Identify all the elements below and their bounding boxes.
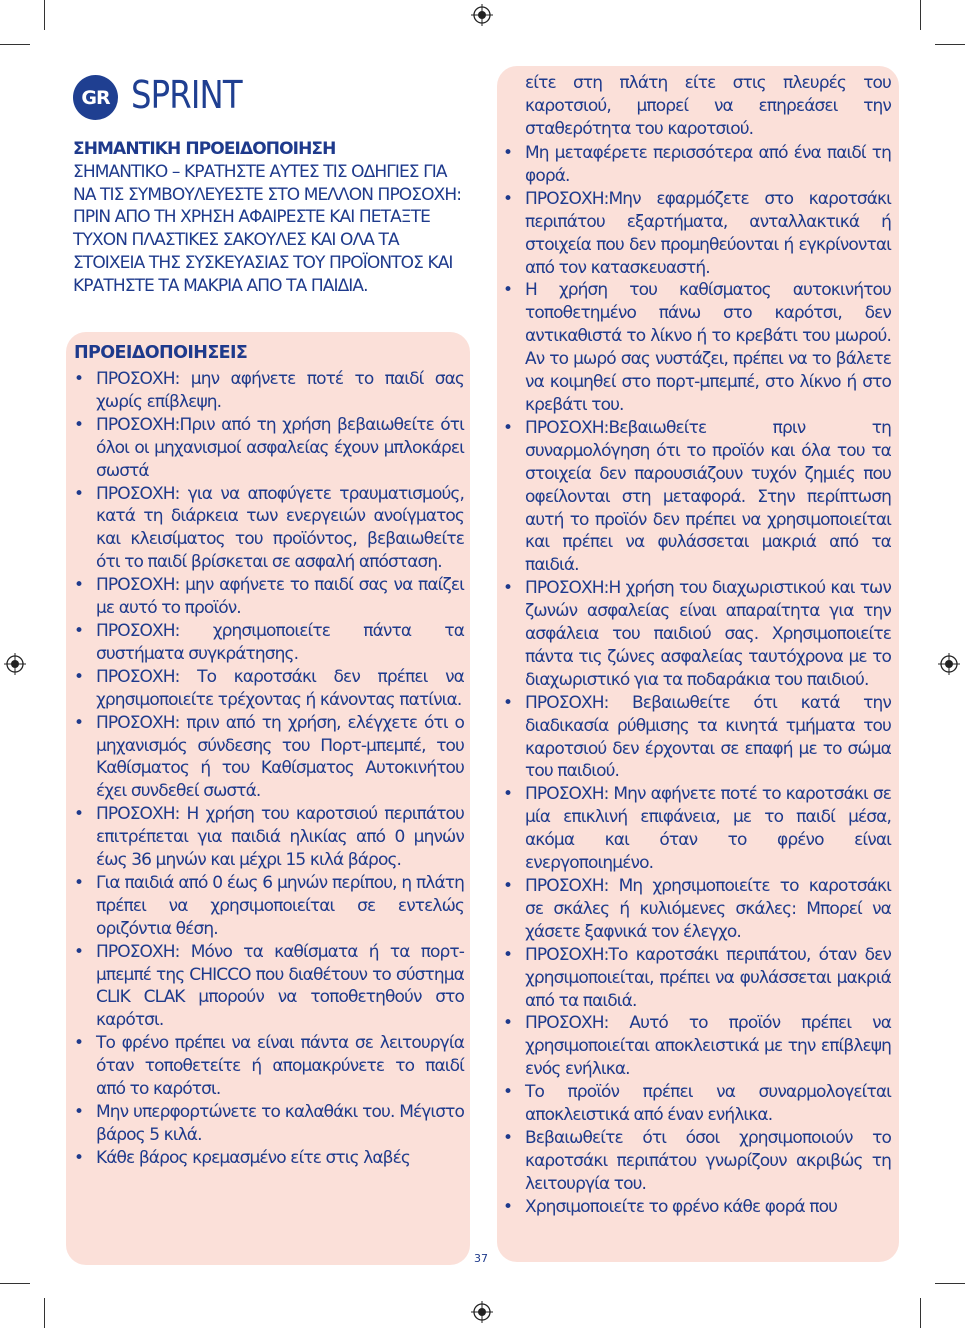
warnings-title: ΠΡΟΕΙΔΟΠΟΙΗΣΕΙΣ (74, 343, 248, 363)
list-item: • Κάθε βάρος κρεμασμένο είτε στις λαβές (74, 1147, 464, 1170)
list-item: • ΠΡΟΣΟΧΗ: χρησιμοποιείτε πάντα τα συστήματα συγκράτησης. (74, 620, 464, 666)
crop-mark-icon (920, 0, 921, 30)
list-item: • Χρησιμοποιείτε το φρένο κάθε φορά που (503, 1196, 891, 1219)
warnings-list-right (503, 142, 891, 1219)
language-badge: GR (73, 75, 118, 120)
list-item: • Το προϊόν πρέπει να συναρμολογείται αποκλειστικά από έναν ενήλικα. (503, 1081, 891, 1127)
warnings-list-left (74, 368, 464, 1170)
product-title: SPRINT (131, 73, 242, 117)
list-item: • Βεβαιωθείτε ότι όσοι χρησιμοποιούν το καροτσάκι περιπάτου γνωρίζουν ακριβώς τη λειτουργία του. (503, 1127, 891, 1196)
list-item: • ΠΡΟΣΟΧΗ: Η χρήση του καροτσιού περιπάτου επιτρέπεται για παιδιά ηλικίας από 0 μηνών έως 36 μηνών και μέχρι 15 κιλά βάρος. (74, 803, 464, 872)
list-item: • Μη μεταφέρετε περισσότερα από ένα παιδί τη φορά. (503, 142, 891, 188)
list-item: • ΠΡΟΣΟΧΗ:Το καροτσάκι περιπάτου, όταν δεν χρησιμοποιείται, πρέπει να φυλάσσεται μακριά από τα παιδιά. (503, 944, 891, 1013)
warnings-continuation: είτε στη πλάτη είτε στις πλευρές του καροτσιού, μπορεί να επηρεάσει την σταθερότητα του καροτσιού. (525, 73, 891, 139)
list-item: • ΠΡΟΣΟΧΗ: για να αποφύγετε τραυματισμούς, κατά τη διάρκεια των ενεργειών ανοίγματος και κλεισίματος του προϊόντος, βεβαιωθείτε ότι το παιδί βρίσκεται σε ασφαλή απόσταση. (74, 483, 464, 575)
registration-mark-icon (471, 4, 493, 26)
registration-mark-icon (938, 653, 960, 675)
list-item: • ΠΡΟΣΟΧΗ: Το καροτσάκι δεν πρέπει να χρησιμοποιείτε τρέχοντας ή κάνοντας πατίνια. (74, 666, 464, 712)
list-item: • Για παιδιά από 0 έως 6 μηνών περίπου, η πλάτη πρέπει να χρησιμοποιείται σε εντελώς οριζόντια θέση. (74, 872, 464, 941)
crop-mark-icon (920, 1298, 921, 1328)
list-item: • ΠΡΟΣΟΧΗ:Μην εφαρμόζετε στο καροτσάκι περιπάτου εξαρτήματα, ανταλλακτικά ή στοιχεία που δεν προμηθεύονται ή εγκρίνονται από τον κατασκευαστή. (503, 188, 891, 280)
crop-mark-icon (0, 44, 30, 45)
list-item: • ΠΡΟΣΟΧΗ: Βεβαιωθείτε ότι κατά την διαδικασία ρύθμισης τα κινητά τμήματα του καροτσιού δεν έρχονται σε επαφή με το σώμα του παιδιού. (503, 692, 891, 784)
list-item: • Η χρήση του καθίσματος αυτοκινήτου τοποθετημένο πάνω στο καρότσι, δεν αντικαθιστά το λίκνο ή το κρεβάτι του μωρού. Αν το μωρό σας νυστάζει, πρέπει να το βάλετε να κοιμηθεί στο πορτ-μπεμπέ, στο λίκνο ή στο κρεβάτι του. (503, 279, 891, 416)
crop-mark-icon (935, 1283, 965, 1284)
list-item: • ΠΡΟΣΟΧΗ:Βεβαιωθείτε πριν τη συναρμολόγηση ότι το προϊόν και όλα του τα στοιχεία δεν παρουσιάζουν τυχόν ζημιές που οφείλονται στη μεταφορά. Στην περίπτωση αυτή το προϊόν δεν πρέπει να χρησιμοποιείται και πρέπει να φυλάσσεται μακριά από τα παιδιά. (503, 417, 891, 577)
crop-mark-icon (44, 1298, 45, 1328)
list-item: • ΠΡΟΣΟΧΗ: πριν από τη χρήση, ελέγχετε ότι ο μηχανισμός σύνδεσης του Πορτ-μπεμπέ, του Καθίσματος ή του Καθίσματος Αυτοκινήτου έχει συνδεθεί σωστά. (74, 712, 464, 804)
important-notice-title: ΣΗΜΑΝΤΙΚΗ ΠΡΟΕΙΔΟΠΟΙΗΣΗ (73, 139, 336, 159)
important-notice-body: ΣΗΜΑΝΤΙΚΟ – ΚΡΑΤΗΣΤΕ ΑΥΤΕΣ ΤΙΣ ΟΔΗΓΙΕΣ ΓΙΑ ΝΑ ΤΙΣ ΣΥΜΒΟΥΛΕΥΕΣΤΕ ΣΤΟ ΜΕΛΛΟΝ ΠΡΟΣΟΧΗ: ΠΡΙΝ ΑΠΟ ΤΗ ΧΡΗΣΗ ΑΦΑΙΡΕΣΤΕ ΚΑΙ ΠΕΤΑΞΤΕ ΤΥΧΟΝ ΠΛΑΣΤΙΚΕΣ ΣΑΚΟΥΛΕΣ ΚΑΙ ΟΛΑ ΤΑ ΣΤΟΙΧΕΙΑ ΤΗΣ ΣΥΣΚΕΥΑΣΙΑΣ ΤΟΥ ΠΡΟΪΟΝΤΟΣ ΚΑΙ ΚΡΑΤΗΣΤΕ ΤΑ ΜΑΚΡΙΑ ΑΠΟ ΤΑ ΠΑΙΔΙΑ. (73, 161, 462, 296)
crop-mark-icon (0, 1283, 30, 1284)
list-item: • ΠΡΟΣΟΧΗ: Αυτό το προϊόν πρέπει να χρησιμοποιείται αποκλειστικά με την επίβλεψη ενός ενήλικα. (503, 1012, 891, 1081)
list-item: • Το φρένο πρέπει να είναι πάντα σε λειτουργία όταν τοποθετείτε ή απομακρύνετε το παιδί από το καρότσι. (74, 1032, 464, 1101)
list-item: • ΠΡΟΣΟΧΗ:Η χρήση του διαχωριστικού και των ζωνών ασφαλείας είναι απαραίτητα για την ασφάλεια του παιδιού σας. Χρησιμοποιείτε πάντα τις ζώνες ασφαλείας ταυτόχρονα με το διαχωριστικό για τα ποδαράκια του παιδιού. (503, 577, 891, 692)
registration-mark-icon (4, 653, 26, 675)
list-item: • Μην υπερφορτώνετε το καλαθάκι του. Μέγιστο βάρος 5 κιλά. (74, 1101, 464, 1147)
list-item: • ΠΡΟΣΟΧΗ: μην αφήνετε το παιδί σας να παίζει με αυτό το προϊόν. (74, 574, 464, 620)
important-notice (73, 138, 465, 298)
registration-mark-icon (471, 1301, 493, 1323)
crop-mark-icon (44, 0, 45, 30)
list-item: • ΠΡΟΣΟΧΗ: Μη χρησιμοποιείτε το καροτσάκι σε σκάλες ή κυλιόμενες σκάλες: Μπορεί να χάσετε ξαφνικά τον έλεγχο. (503, 875, 891, 944)
list-item: • ΠΡΟΣΟΧΗ: Μόνο τα καθίσματα ή τα πορτ-μπεμπέ της CHICCO που διαθέτουν το σύστημα CLIK CLAK μπορούν να τοποθετηθούν στο καρότσι. (74, 941, 464, 1033)
list-item: • ΠΡΟΣΟΧΗ: μην αφήνετε ποτέ το παιδί σας χωρίς επίβλεψη. (74, 368, 464, 414)
crop-mark-icon (935, 44, 965, 45)
list-item: • ΠΡΟΣΟΧΗ: Μην αφήνετε ποτέ το καροτσάκι σε μία επικλινή επιφάνεια, με το παιδί μέσα, ακόμα και όταν το φρένο είναι ενεργοποιημένο. (503, 783, 891, 875)
list-item: • ΠΡΟΣΟΧΗ:Πριν από τη χρήση βεβαιωθείτε ότι όλοι οι μηχανισμοί ασφαλείας έχουν μπλοκάρει σωστά (74, 414, 464, 483)
page-number: 37 (474, 1252, 488, 1265)
